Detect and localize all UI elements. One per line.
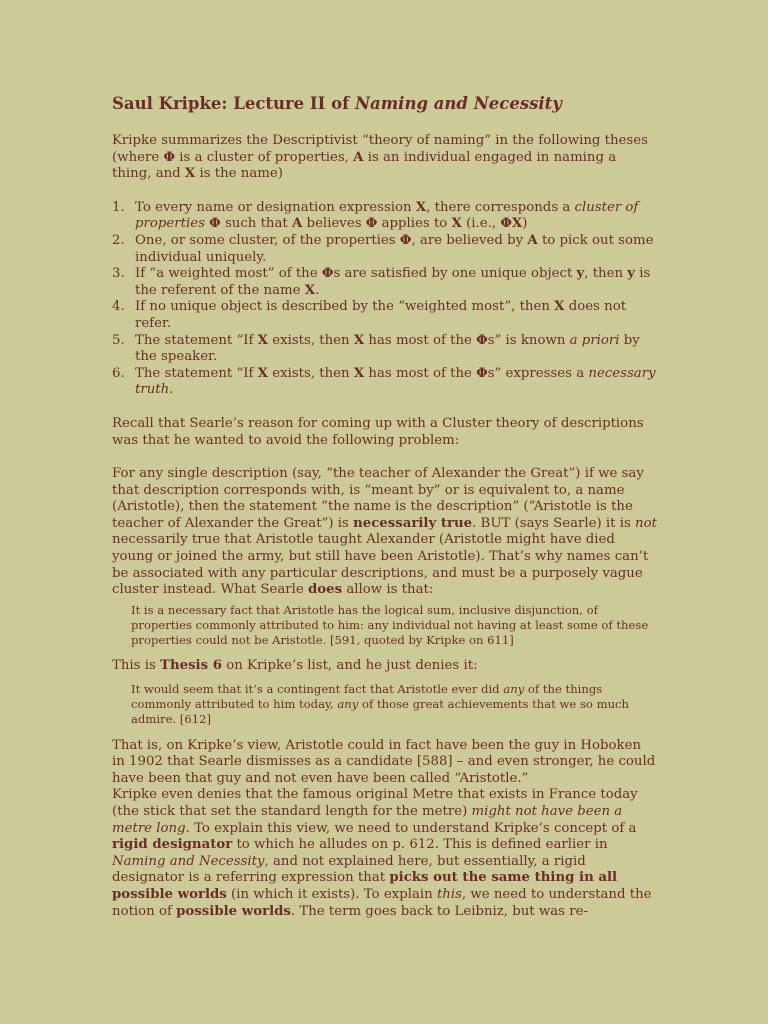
recall-paragraph: Recall that Searle’s reason for coming up with a Cluster theory of descriptions was that he wanted to avoid the following problem: bbox=[112, 415, 644, 448]
thesis-item: 3. If “a weighted most” of the Φs are satisfied by one unique object y, then y is the referent of the name X. bbox=[112, 266, 651, 298]
block-quote-kripke: It would seem that it’s a contingent fact that Aristotle ever did any of the things commonly attributed to him today, any of those great achievements that we so much admire. [612] bbox=[131, 682, 630, 727]
intro-paragraph: Kripke summarizes the Descriptivist “theory of naming” in the following theses (where Φ is a cluster of properties, A is an individual engaged in naming a thing, and X is the name) bbox=[112, 133, 648, 182]
hoboken-paragraph: That is, on Kripke’s view, Aristotle could in fact have been the guy in Hoboken in 1902 that Searle dismisses as a candidate [588] – and even stronger, he could have been that guy and not even have been called “Aristotle.” bbox=[112, 737, 656, 786]
thesis-item: 4. If no unique object is described by the “weighted most”, then X does not refer. bbox=[112, 299, 627, 331]
block-quote-searle: It is a necessary fact that Aristotle has the logical sum, inclusive disjunction, of properties commonly attributed to him: any individual not having at least some of these properties could not be Aristotle. [591, quoted by Kripke on 611] bbox=[131, 602, 649, 648]
theses-list bbox=[112, 200, 657, 399]
thesis-item: 1. To every name or designation expression X, there corresponds a cluster of properties Φ such that A believes Φ applies to X (i.e., ΦX) bbox=[112, 199, 639, 232]
thesis-item: 6. The statement “If X exists, then X has most of the Φs” expresses a necessary truth. bbox=[112, 365, 656, 398]
thesis-item: 2. One, or some cluster, of the properties Φ, are believed by A to pick out some individual uniquely. bbox=[112, 232, 654, 265]
document-page bbox=[112, 94, 657, 920]
page-title: Saul Kripke: Lecture II of Naming and Necessity bbox=[112, 94, 562, 113]
thesis-6-paragraph: This is Thesis 6 on Kripke’s list, and he just denies it: bbox=[112, 658, 478, 674]
single-description-paragraph: For any single description (say, “the teacher of Alexander the Great”) if we say that description corresponds with, is “meant by” or is equivalent to, a name (Aristotle), then the statement “the name is the description” (“Aristotle is the teacher of Alexander the Great”) is necessarily true. BUT (says Searle) it is not necessarily true that Aristotle taught Alexander (Aristotle might have died young or joined the army, but still have been Aristotle). That’s why names can’t be associated with any particular descriptions, and must be a purposely vague cluster instead. What Searle does allow is that: bbox=[112, 466, 657, 598]
thesis-item: 5. The statement “If X exists, then X has most of the Φs” is known a priori by the speaker. bbox=[112, 332, 640, 365]
metre-paragraph: Kripke even denies that the famous original Metre that exists in France today (the stick that set the standard length for the metre) might not have been a metre long. To explain this view, we need to understand Kripke’s concept of a rigid designator to which he alludes on p. 612. This is defined earlier in Naming and Necessity, and not explained here, but essentially, a rigid designator is a referring expression that picks out the same thing in all possible worlds (in which it exists). To explain this, we need to understand the notion of possible worlds. The term goes back to Leibniz, but was re- bbox=[112, 787, 652, 919]
